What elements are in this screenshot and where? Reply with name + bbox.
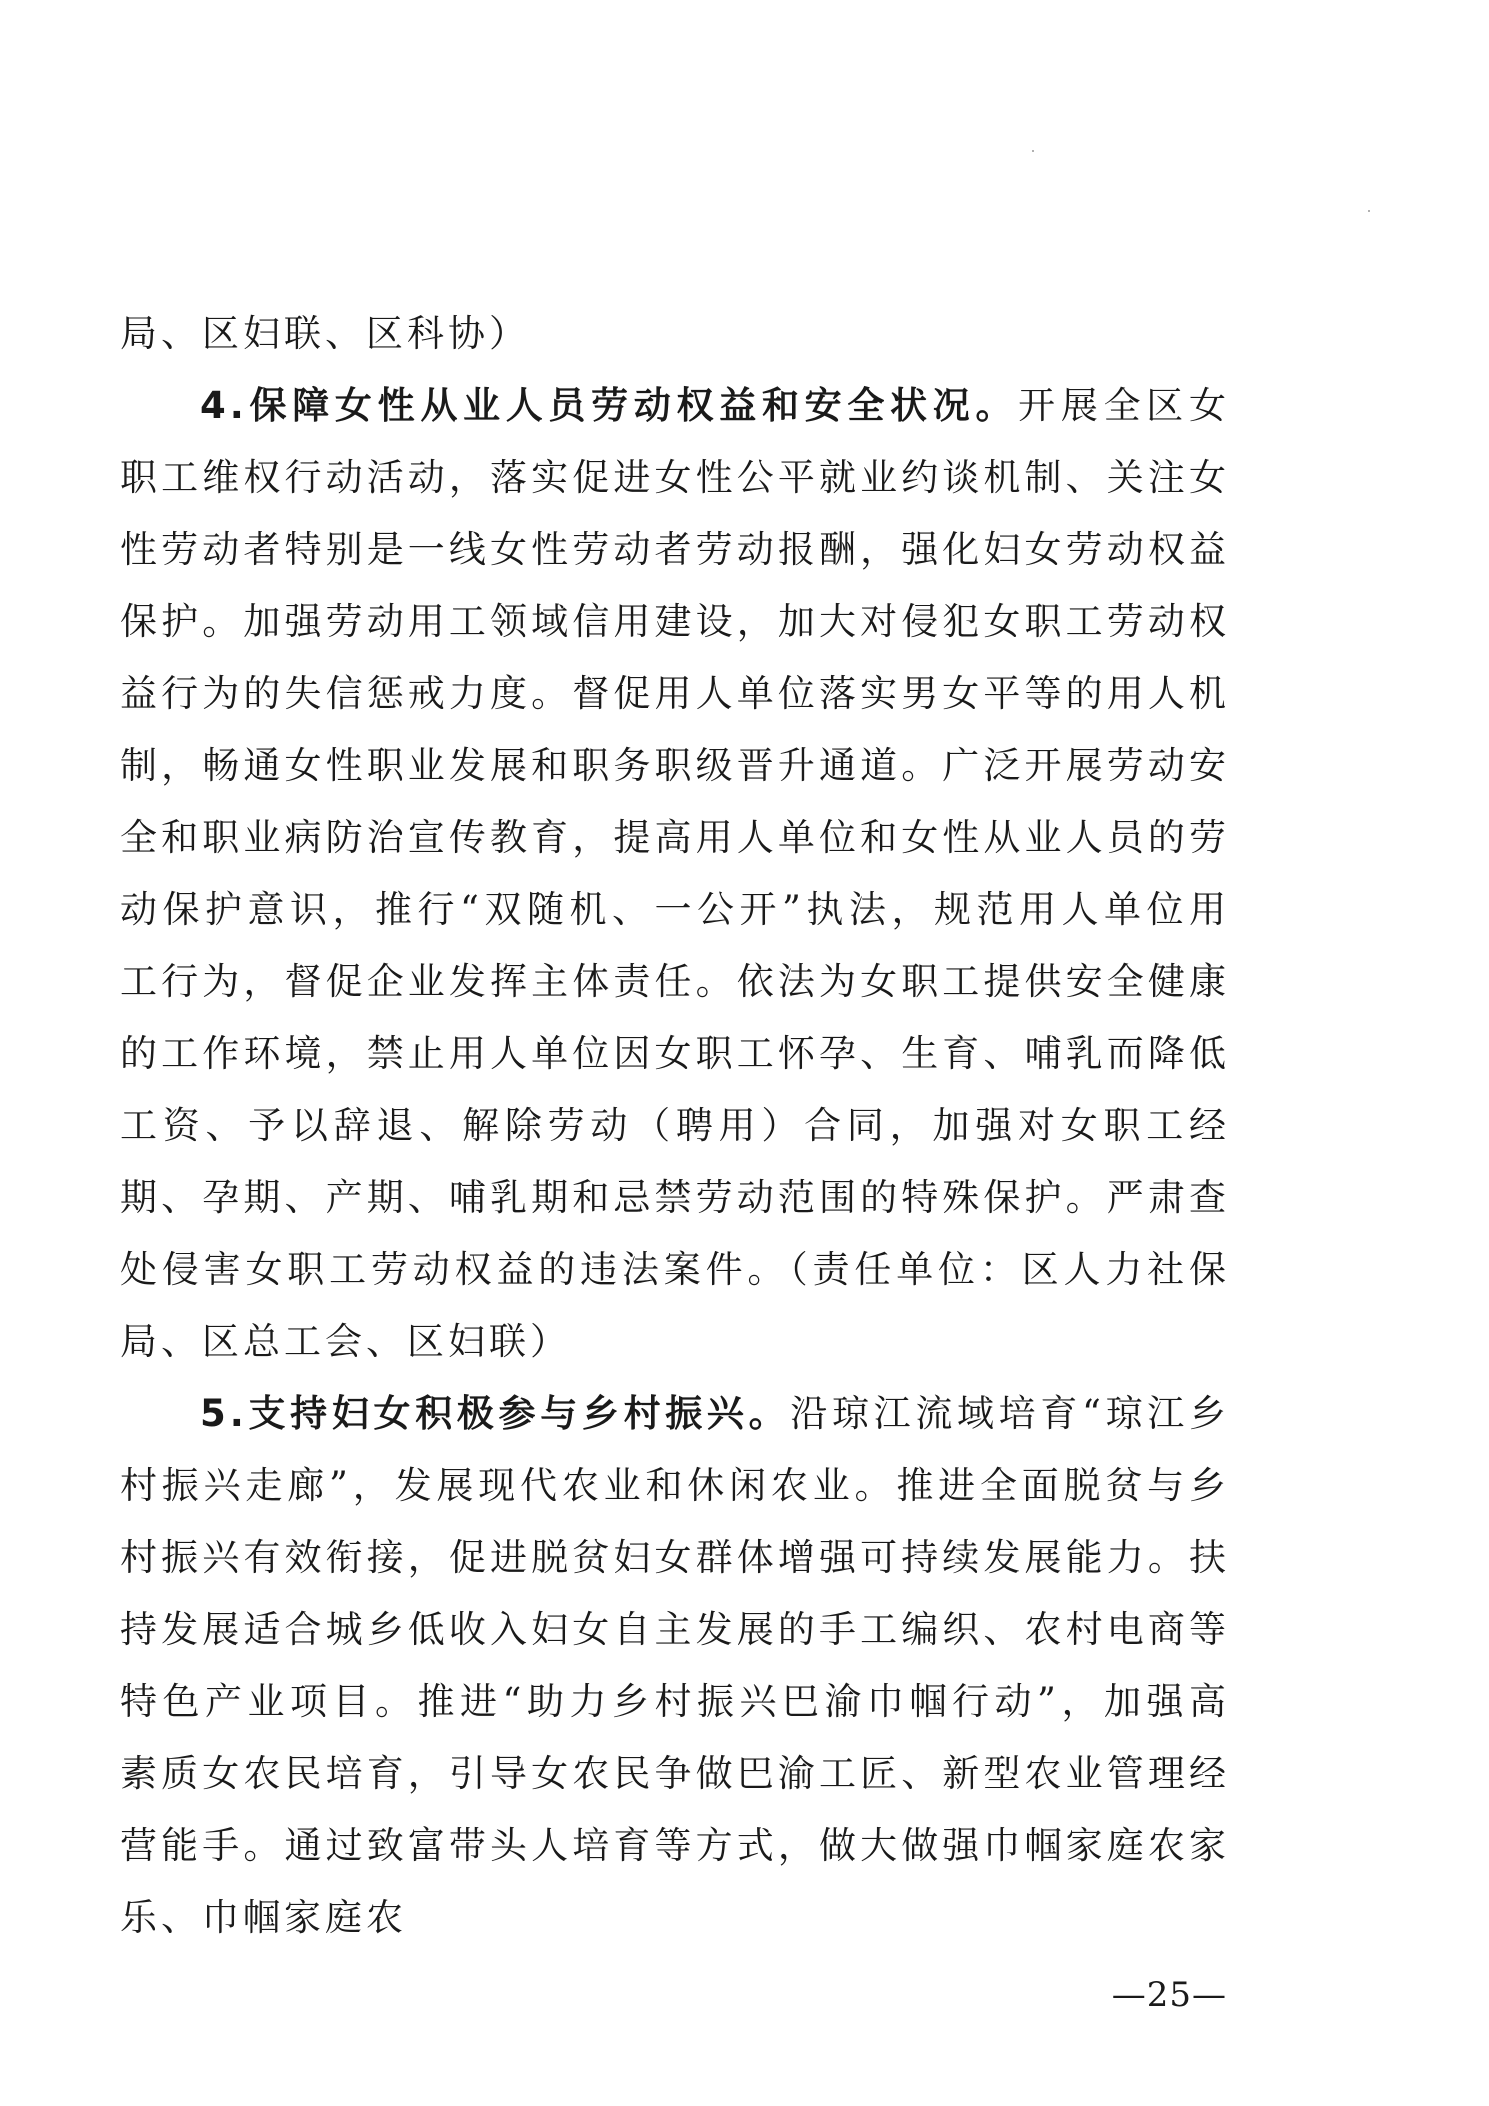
paragraph-continuation: 局、区妇联、区科协） bbox=[120, 312, 530, 355]
item-5-body: 沿琼江流域培育“琼江乡村振兴走廊”，发展现代农业和休闲农业。推进全面脱贫与乡村振兴有效衔接，促进脱贫妇女群体增强可持续发展能力。扶持发展适合城乡低收入妇女自主发展的手工编织、农村电商等特色产业项目。推进“助力乡村振兴巴渝巾帼行动”，加强高素质女农民培育，引导女农民争做巴渝工匠、新型农业管理经营能手。通过致富带头人培育等方式，做大做强巾帼家庭农家乐、巾帼家庭农 bbox=[120, 1392, 1230, 1939]
item-4-body: 开展全区女职工维权行动活动，落实促进女性公平就业约谈机制、关注女性劳动者特别是一线女性劳动者劳动报酬，强化妇女劳动权益保护。加强劳动用工领域信用建设，加大对侵犯女职工劳动权益行为的失信惩戒力度。督促用人单位落实男女平等的用人机制，畅通女性职业发展和职务职级晋升通道。广泛开展劳动安全和职业病防治宣传教育，提高用人单位和女性从业人员的劳动保护意识，推行“双随机、一公开”执法，规范用人单位用工行为，督促企业发挥主体责任。依法为女职工提供安全健康的工作环境，禁止用人单位因女职工怀孕、生育、哺乳而降低工资、予以辞退、解除劳动（聘用）合同，加强对女职工经期、孕期、产期、哺乳期和忌禁劳动范围的特殊保护。严肃查处侵害女职工劳动权益的违法案件。（责任单位：区人力社保局、区总工会、区妇联） bbox=[120, 384, 1230, 1363]
document-body bbox=[120, 298, 1230, 1954]
item-5-heading: 5.支持妇女积极参与乡村振兴。 bbox=[200, 1392, 791, 1435]
item-4-heading: 4.保障女性从业人员劳动权益和安全状况。 bbox=[200, 384, 1019, 427]
paragraph-item-5 bbox=[120, 1378, 1230, 1954]
scan-speck bbox=[1368, 210, 1370, 212]
page-number: —25— bbox=[1111, 1975, 1227, 2015]
scan-speck bbox=[1032, 150, 1034, 152]
paragraph-item-4 bbox=[120, 370, 1230, 1378]
